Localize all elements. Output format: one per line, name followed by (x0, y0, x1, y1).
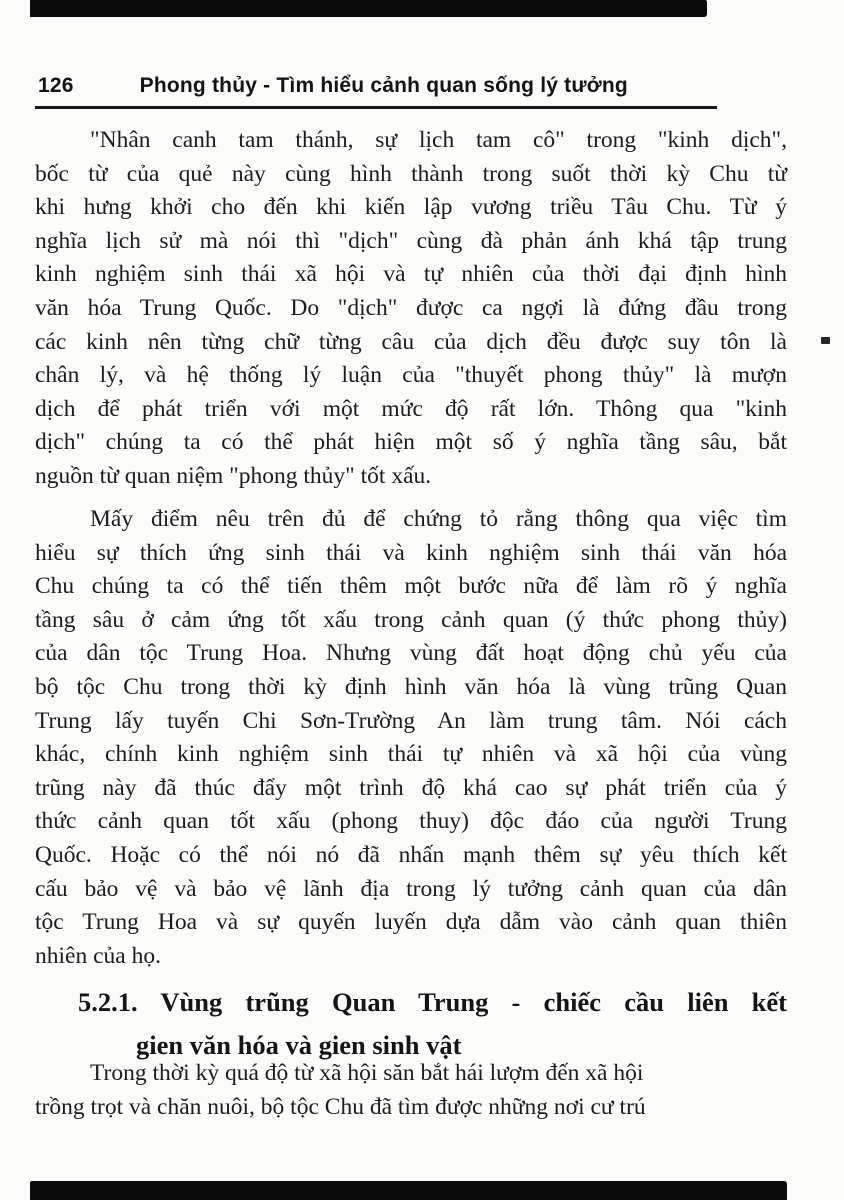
text-line: thức cảnh quan tốt xấu (phong thuy) độc đáo của người Trung (35, 808, 787, 835)
text-line: của dân tộc Trung Hoa. Nhưng vùng đất hoạt động chủ yếu của (35, 640, 787, 667)
section-title-line-1: Vùng trũng Quan Trung - chiếc cầu liên kết (160, 987, 787, 1017)
scan-artifact-margin-mark (821, 337, 830, 344)
text-line: văn hóa Trung Quốc. Do "dịch" được ca ngợi là đứng đầu trong (35, 294, 787, 321)
text-line: cấu bảo vệ và bảo vệ lãnh địa trong lý tưởng cảnh quan của dân (35, 875, 787, 902)
paragraph-3 (35, 1057, 787, 1124)
text-line: chân lý, và hệ thống lý luận của "thuyết phong thủy" là mượn (35, 362, 787, 389)
text-line: dịch" chúng ta có thể phát hiện một số ý nghĩa tầng sâu, bắt (35, 429, 787, 456)
text-line: tộc Trung Hoa và sự quyến luyến dựa dẫm vào cảnh quan thiên (35, 909, 787, 936)
text-line: khác, chính kinh nghiệm sinh thái tự nhiên và xã hội của vùng (35, 741, 787, 768)
text-line: trũng này đã thúc đẩy một trình độ khá cao sự phát triển của ý (35, 774, 787, 801)
text-line: kinh nghiệm sinh thái xã hội và tự nhiên của thời đại định hình (35, 261, 787, 288)
section-heading-line-1 (35, 981, 787, 1024)
text-line: khi hưng khởi cho đến khi kiến lập vương triều Tâu Chu. Từ ý (35, 194, 787, 221)
running-header (35, 74, 787, 98)
text-line: nguồn từ quan niệm "phong thủy" tốt xấu. (35, 462, 432, 489)
section-heading (35, 981, 787, 1067)
text-line: dịch để phát triển với một mức độ rất lớn. Thông qua "kinh (35, 395, 787, 422)
text-line: tầng sâu ở cảm ứng tốt xấu trong cảnh quan (ý thức phong thủy) (35, 606, 787, 633)
text-line: Mấy điểm nêu trên đủ để chứng tỏ rằng thông qua việc tìm (90, 506, 787, 532)
scan-artifact-top-bar (30, 0, 707, 17)
paragraph-1 (35, 124, 787, 494)
section-title-line-2: gien văn hóa và gien sinh vật (136, 1030, 462, 1060)
text-line: Trong thời kỳ quá độ từ xã hội săn bắt hái lượm đến xã hội (90, 1060, 644, 1086)
page-number: 126 (38, 74, 74, 97)
text-line: trồng trọt và chăn nuôi, bộ tộc Chu đã tìm được những nơi cư trú (35, 1093, 646, 1120)
text-line: Quốc. Hoặc có thể nói nó đã nhấn mạnh thêm sự yêu thích kết (35, 841, 787, 868)
text-line: "Nhân canh tam thánh, sự lịch tam cô" trong "kinh dịch", (90, 127, 787, 153)
text-line: nhiên của họ. (35, 942, 161, 969)
scan-artifact-bottom-bar (30, 1181, 787, 1200)
text-line: nghĩa lịch sử mà nói thì "dịch" cùng đà phản ánh khá tập trung (35, 227, 787, 254)
running-title: Phong thủy - Tìm hiểu cảnh quan sống lý tưởng (139, 74, 628, 97)
text-line: hiểu sự thích ứng sinh thái và kinh nghiệm sinh thái văn hóa (35, 539, 787, 566)
text-line: Chu chúng ta có thể tiến thêm một bước nữa để làm rõ ý nghĩa (35, 573, 787, 600)
text-line: bốc từ của quẻ này cùng hình thành trong suốt thời kỳ Chu từ (35, 160, 787, 187)
header-rule (35, 106, 717, 109)
section-number: 5.2.1. (78, 987, 138, 1017)
text-line: Trung lấy tuyến Chi Sơn-Trường An làm trung tâm. Nói cách (35, 707, 787, 734)
paragraph-2 (35, 503, 787, 973)
text-line: bộ tộc Chu trong thời kỳ định hình văn hóa là vùng trũng Quan (35, 673, 787, 700)
text-line: các kinh nên từng chữ từng câu của dịch đều được suy tôn là (35, 328, 787, 355)
